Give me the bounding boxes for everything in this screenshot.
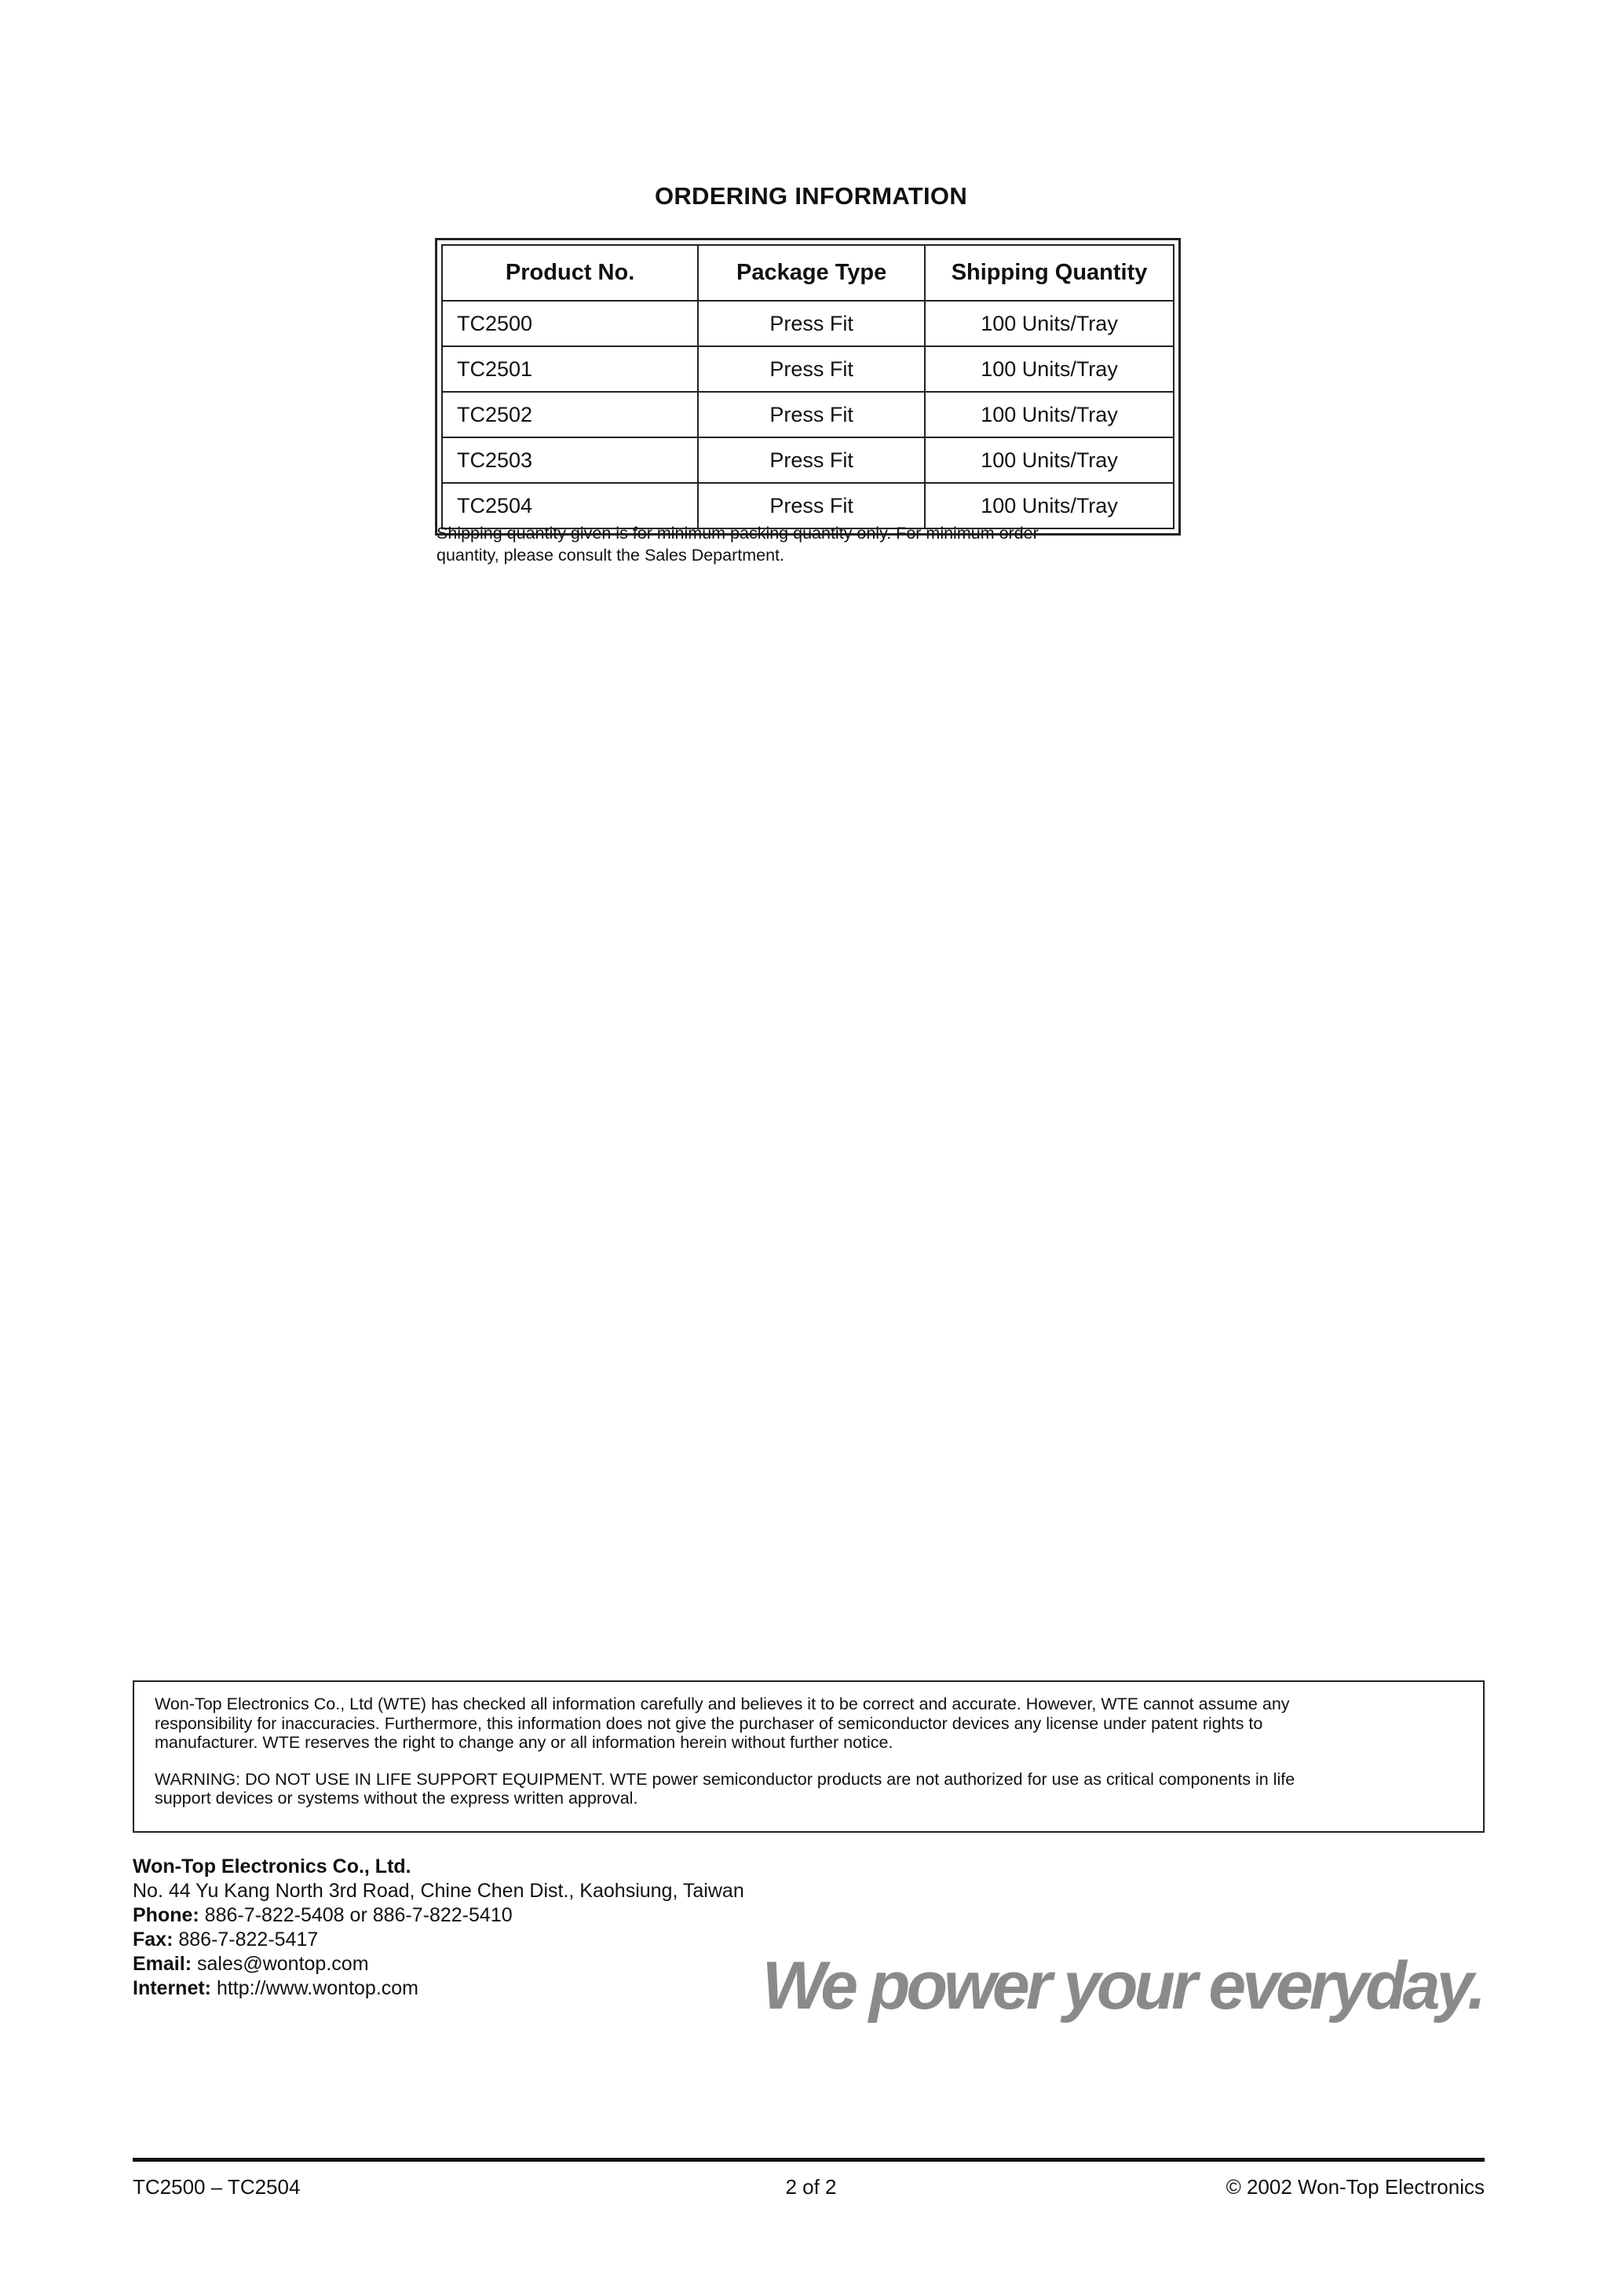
- internet-link[interactable]: http://www.wontop.com: [216, 1977, 419, 1999]
- package-type-cell: Press Fit: [698, 437, 925, 483]
- shipping-quantity-cell: 100 Units/Tray: [925, 346, 1174, 392]
- phone-value: 886-7-822-5408 or 886-7-822-5410: [204, 1904, 513, 1926]
- product-no-cell: TC2501: [442, 346, 698, 392]
- table-row: [442, 392, 1174, 437]
- ordering-table-frame: [435, 238, 1181, 536]
- product-no-cell: TC2504: [442, 483, 698, 528]
- ordering-title: ORDERING INFORMATION: [654, 182, 968, 210]
- disclaimer-line-3: manufacturer. WTE reserves the right to change any or all information herein without further notice.: [155, 1733, 893, 1752]
- fax-label: Fax:: [133, 1929, 174, 1951]
- package-type-cell: Press Fit: [698, 483, 925, 528]
- warning-line-2: support devices or systems without the express written approval.: [155, 1789, 638, 1808]
- package-type-cell: Press Fit: [698, 301, 925, 346]
- disclaimer-text: [155, 1695, 1463, 1753]
- table-row: [442, 346, 1174, 392]
- shipping-quantity-cell: 100 Units/Tray: [925, 483, 1174, 528]
- product-no-cell: TC2502: [442, 392, 698, 437]
- header-package-type: Package Type: [698, 245, 925, 301]
- footer-divider: [133, 2158, 1485, 2162]
- shipping-note-line-1: Shipping quantity given is for minimum packing quantity only. For minimum order: [437, 524, 1039, 543]
- shipping-note-line-2: quantity, please consult the Sales Department.: [437, 546, 784, 565]
- email-link[interactable]: sales@wontop.com: [196, 1953, 369, 1975]
- warning-label: WARNING: [155, 1769, 236, 1789]
- product-no-cell: TC2503: [442, 437, 698, 483]
- warning-line-1: : DO NOT USE IN LIFE SUPPORT EQUIPMENT. WTE power semiconductor products are not authorized for use as critical components in life: [236, 1769, 1295, 1789]
- header-shipping-quantity: Shipping Quantity: [925, 245, 1174, 301]
- shipping-note: [437, 522, 1190, 566]
- shipping-quantity-cell: 100 Units/Tray: [925, 437, 1174, 483]
- footer-part-range: TC2500 – TC2504: [133, 2175, 301, 2199]
- footer-copyright: © 2002 Won-Top Electronics: [1226, 2175, 1485, 2199]
- table-row: [442, 301, 1174, 346]
- warning-text: [155, 1770, 1463, 1808]
- phone-label: Phone:: [133, 1904, 199, 1926]
- disclaimer-box: [133, 1680, 1485, 1833]
- package-type-cell: Press Fit: [698, 392, 925, 437]
- fax-value: 886-7-822-5417: [178, 1929, 319, 1951]
- footer-page-number: 2 of 2: [785, 2175, 837, 2199]
- internet-label: Internet:: [133, 1977, 211, 1999]
- disclaimer-line-2: responsibility for inaccuracies. Furthermore, this information does not give the purchaser of semiconductor devices any license under patent rights to: [155, 1713, 1263, 1733]
- table-header-row: [442, 245, 1174, 301]
- shipping-quantity-cell: 100 Units/Tray: [925, 392, 1174, 437]
- company-slogan: We power your everyday.: [762, 1948, 1482, 2024]
- header-product-no: Product No.: [442, 245, 698, 301]
- package-type-cell: Press Fit: [698, 346, 925, 392]
- disclaimer-line-1: Won-Top Electronics Co., Ltd (WTE) has checked all information carefully and believes it to be correct and accurate. However, WTE cannot assume any: [155, 1695, 1290, 1713]
- email-label: Email:: [133, 1953, 192, 1975]
- ordering-table: [441, 244, 1174, 529]
- company-address: No. 44 Yu Kang North 3rd Road, Chine Chen Dist., Kaohsiung, Taiwan: [133, 1880, 744, 1902]
- table-row: [442, 437, 1174, 483]
- company-contact-block: [133, 1855, 744, 2001]
- shipping-quantity-cell: 100 Units/Tray: [925, 301, 1174, 346]
- company-name: Won-Top Electronics Co., Ltd.: [133, 1855, 411, 1877]
- product-no-cell: TC2500: [442, 301, 698, 346]
